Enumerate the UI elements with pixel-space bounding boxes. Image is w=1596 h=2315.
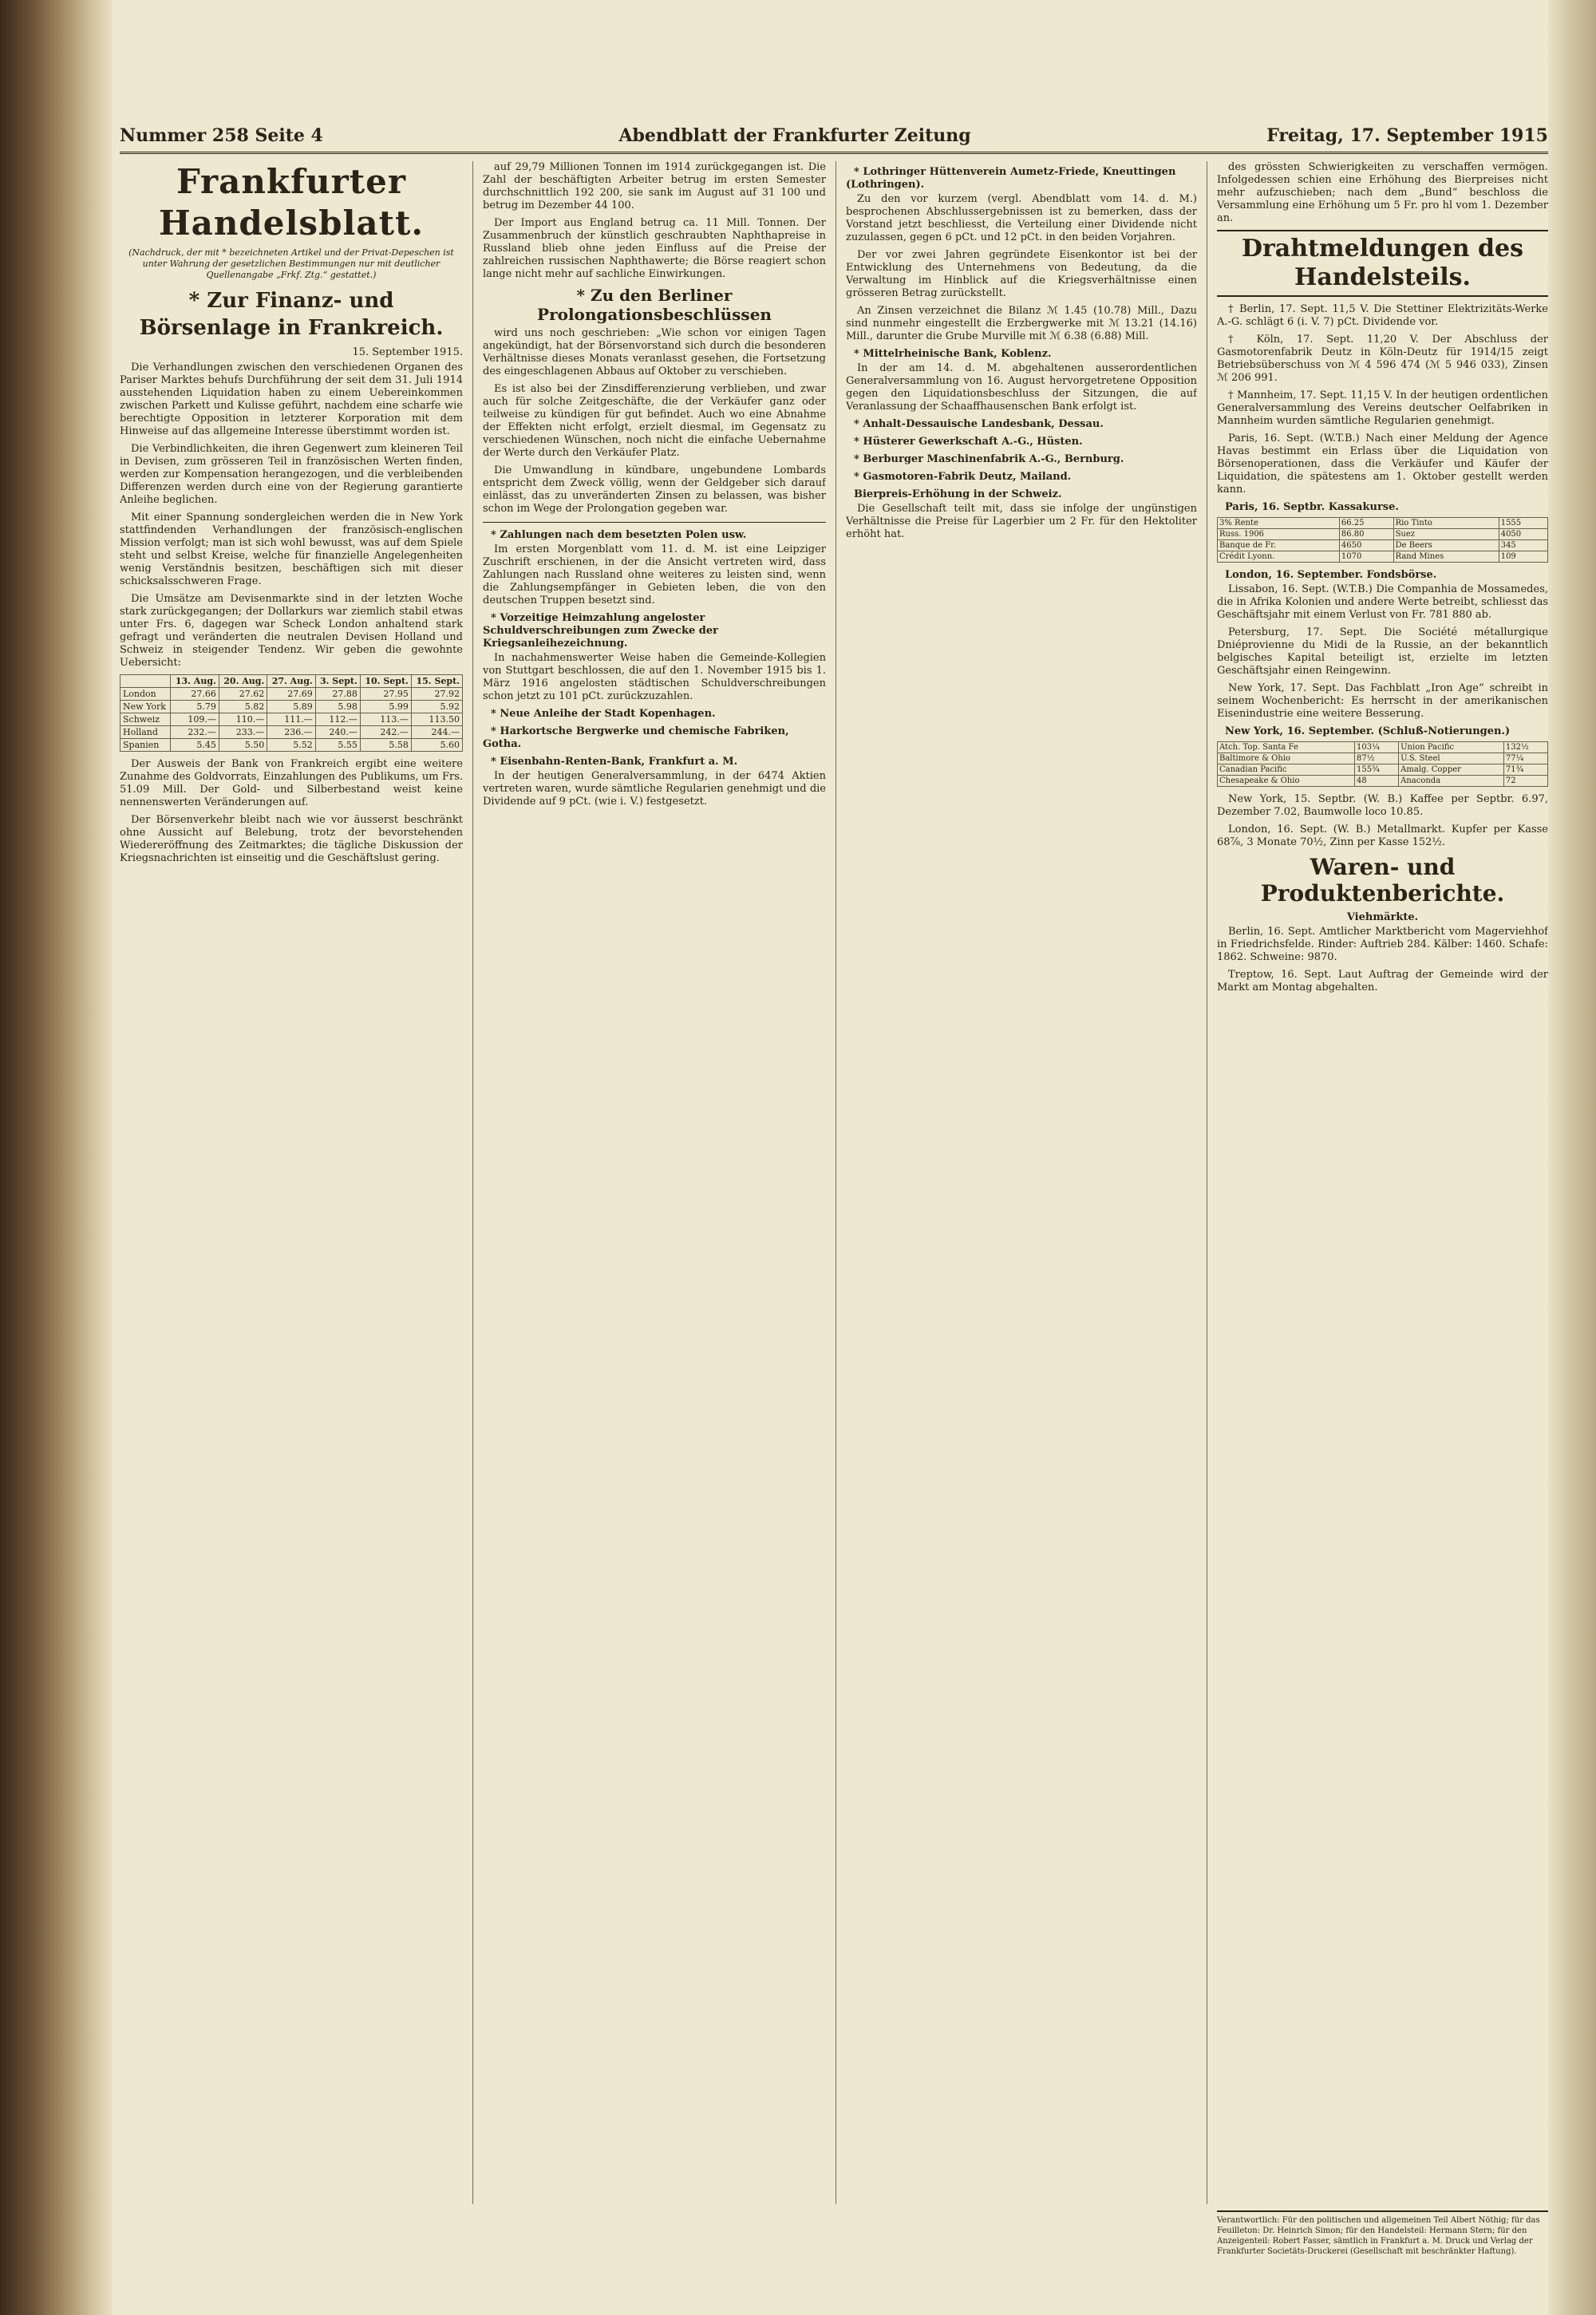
- table-cell: 5.52: [267, 739, 315, 752]
- article-heading: * Hüsterer Gewerkschaft A.-G., Hüsten.: [854, 436, 1083, 448]
- new-york-quotes-table: [1217, 741, 1548, 787]
- table-header: 3. Sept.: [315, 675, 360, 688]
- section-title: Waren- und Produktenberichte.: [1260, 854, 1505, 907]
- table-cell: Canadian Pacific: [1218, 764, 1355, 776]
- table-cell: 113.50: [411, 713, 462, 726]
- table-cell: New York: [120, 701, 171, 713]
- paragraph: Mit einer Spannung sondergleichen werden die in New York stattfindenden Verhandlungen der französisch-englischen Mission verfolgt; man ist sich wohl bewusst, was auf dem Spiele steht und selbst Kreise, welche für finanzielle Angelegenheiten wenig Verständnis besitzen, beschäftigen sich mit dieser schicksalsschweren Frage.: [120, 512, 463, 587]
- table-header-row: [120, 675, 463, 688]
- table-title: New York, 16. September. (Schluß-Notierungen.): [1225, 725, 1511, 737]
- paragraph: In der am 14. d. M. abgehaltenen ausserordentlichen Generalversammlung von 16. August hervorgetretene Opposition gegen den Liquidationsbeschluss der Sitzungen, die auf Veranlassung der Schaaffhausenschen Bank erfolgt ist.: [846, 362, 1197, 413]
- table-cell: 87½: [1355, 753, 1399, 764]
- section-subtitle: Viehmärkte.: [1346, 911, 1419, 923]
- paragraph: auf 29,79 Millionen Tonnen im 1914 zurückgegangen ist. Die Zahl der beschäftigten Arbeiter betrug im ersten Semester durchschnittlich 192 200, sie sank im August auf 31 100 und betrug im Dezember 44 100.: [483, 161, 826, 211]
- paragraph: Der Ausweis der Bank von Frankreich ergibt eine weitere Zunahme des Goldvorrats, Einzahlungen des Publikums, um Frs. 51.09 Mill. Der Gold- und Silberbestand weist keine nennenswerten Veränderungen auf.: [120, 758, 463, 808]
- table-cell: 77¼: [1503, 753, 1547, 764]
- column-divider: [472, 161, 473, 2204]
- table-cell: 27.95: [360, 688, 411, 701]
- table-header: 13. Aug.: [171, 675, 219, 688]
- article-heading: * Zahlungen nach dem besetzten Polen usw.: [491, 529, 747, 541]
- article-heading: * Eisenbahn-Renten-Bank, Frankfurt a. M.: [491, 756, 738, 768]
- paragraph: In der heutigen Generalversammlung, in der 6474 Aktien vertreten waren, wurde sämtliche Regularien genehmigt und die Dividende auf 9 pCt. (wie i. V.) festgesetzt.: [483, 770, 826, 808]
- columns: [120, 161, 1548, 2236]
- paragraph: Treptow, 16. Sept. Laut Auftrag der Gemeinde wird der Markt am Montag abgehalten.: [1217, 969, 1548, 994]
- article-heading: * Vorzeitige Heimzahlung angeloster Schuldverschreibungen zum Zwecke der Kriegsanleihezeichnung.: [483, 612, 718, 650]
- table-cell: Baltimore & Ohio: [1218, 753, 1355, 764]
- table-cell: Russ. 1906: [1218, 529, 1340, 540]
- paragraph: † Mannheim, 17. Sept. 11,15 V. In der heutigen ordentlichen Generalversammlung des Vereins deutscher Oelfabriken in Mannheim wurden sämtliche Regularien genehmigt.: [1217, 389, 1548, 427]
- table-cell: 27.88: [315, 688, 360, 701]
- paragraph: Es ist also bei der Zinsdifferenzierung verblieben, und zwar auch für solche Zeitgeschäfte, die der Verkäufer ganz oder teilweise zu kündigen für gut befindet. Auch wo eine Abnahme der Effekten nicht erfolgt, erzielt diesmal, im Gegensatz zu verschiedenen Wünschen, noch nicht die einfache Uebernahme der Werte durch den Verkäufer Platz.: [483, 383, 826, 459]
- table-cell: 155¾: [1355, 764, 1399, 776]
- table-cell: 242.—: [360, 726, 411, 739]
- table-cell: 233.—: [219, 726, 267, 739]
- reprint-notice: (Nachdruck, der mit * bezeichneten Artikel und der Privat-Depeschen ist unter Wahrung der gesetzlichen Bestimmungen nur mit deutlicher Quellenangabe „Frkf. Ztg.“ gestattet.): [128, 247, 454, 280]
- table-row: [1218, 776, 1548, 787]
- table-cell: 5.92: [411, 701, 462, 713]
- table-cell: 48: [1355, 776, 1399, 787]
- table-cell: 5.98: [315, 701, 360, 713]
- divider: [483, 522, 826, 523]
- table-header: 27. Aug.: [267, 675, 315, 688]
- table-cell: 244.—: [411, 726, 462, 739]
- table-cell: Union Pacific: [1399, 742, 1504, 753]
- paragraph: Die Umwandlung in kündbare, ungebundene Lombards entspricht dem Zweck völlig, wenn der Geldgeber sich darauf einlässt, das zu unveränderten Zinsen zu belassen, was bisher schon im Wege der Prolongation gegeben war.: [483, 464, 826, 515]
- table-row: [1218, 753, 1548, 764]
- article-heading: * Neue Anleihe der Stadt Kopenhagen.: [491, 708, 716, 720]
- article-heading: * Gasmotoren-Fabrik Deutz, Mailand.: [854, 471, 1072, 483]
- table-cell: 112.—: [315, 713, 360, 726]
- table-header: 10. Sept.: [360, 675, 411, 688]
- paragraph: Berlin, 16. Sept. Amtlicher Marktbericht vom Magerviehhof in Friedrichsfelde. Rinder: Auftrieb 284. Kälber: 1460. Schafe: 1862. Schweine: 9870.: [1217, 926, 1548, 963]
- issue-number: Nummer 258 Seite 4: [120, 125, 323, 146]
- table-row: [1218, 529, 1548, 540]
- table-cell: 240.—: [315, 726, 360, 739]
- table-cell: De Beers: [1393, 540, 1499, 551]
- paragraph: des grössten Schwierigkeiten zu verschaffen vermögen. Infolgedessen schien eine Erhöhung des Bierpreises nicht mehr aufzuschieben; nach dem „Bund“ beschloss die Versammlung eine Erhöhung um 5 Fr. pro hl vom 1. Dezember an.: [1217, 161, 1548, 224]
- paragraph: Die Verbindlichkeiten, die ihren Gegenwert zum kleineren Teil in Devisen, zum grösseren Teil in französischen Werten finden, werden zur Kompensation herangezogen, und die verbleibenden Differenzen werden durch eine von der Regierung garantierte Anleihe beglichen.: [120, 443, 463, 506]
- paragraph: Zu den vor kurzem (vergl. Abendblatt vom 14. d. M.) besprochenen Abschlussergebnissen ist zu bemerken, dass der Vorstand jetzt beschliesst, die Verteilung einer Dividende nicht zuzulassen, gegen 6 pCt. und 12 pCt. in den beiden Vorjahren.: [846, 193, 1197, 243]
- table-cell: Atch. Top. Santa Fe: [1218, 742, 1355, 753]
- table-row: [120, 701, 463, 713]
- table-cell: 5.50: [219, 739, 267, 752]
- table-cell: 5.58: [360, 739, 411, 752]
- table-cell: 109: [1499, 551, 1547, 563]
- dateline: 15. September 1915.: [352, 346, 463, 358]
- table-cell: 345: [1499, 540, 1547, 551]
- article-heading: * Harkortsche Bergwerke und chemische Fabriken, Gotha.: [483, 725, 789, 750]
- table-cell: 27.66: [171, 688, 219, 701]
- table-cell: Schweiz: [120, 713, 171, 726]
- table-cell: 5.79: [171, 701, 219, 713]
- table-cell: 111.—: [267, 713, 315, 726]
- table-row: [1218, 764, 1548, 776]
- paragraph: Die Gesellschaft teilt mit, dass sie infolge der ungünstigen Verhältnisse die Preise für Lagerbier um 2 Fr. für den Hektoliter erhöht hat.: [846, 503, 1197, 540]
- table-cell: 4650: [1339, 540, 1393, 551]
- table-cell: 109.—: [171, 713, 219, 726]
- paragraph: Petersburg, 17. Sept. Die Société métallurgique Dniéprovienne du Midi de la Russie, an der bekanntlich belgisches Kapital beteiligt ist, erzielte im letzten Geschäftsjahr einen Reingewinn.: [1217, 626, 1548, 677]
- table-cell: 5.45: [171, 739, 219, 752]
- table-cell: Banque de Fr.: [1218, 540, 1340, 551]
- table-row: [1218, 518, 1548, 529]
- table-title: Paris, 16. Septbr. Kassakurse.: [1225, 501, 1399, 513]
- paragraph: An Zinsen verzeichnet die Bilanz ℳ 1.45 (10.78) Mill., Dazu sind nunmehr eingestellt die Erzbergwerke mit ℳ 13.21 (14.16) Mill., darunter die Grube Murville mit ℳ 6.38 (6.88) Mill.: [846, 305, 1197, 342]
- newspaper-sheet: [120, 120, 1548, 2274]
- table-cell: 5.99: [360, 701, 411, 713]
- table-cell: Rio Tinto: [1393, 518, 1499, 529]
- table-cell: 5.89: [267, 701, 315, 713]
- paragraph: wird uns noch geschrieben: „Wie schon vor einigen Tagen angekündigt, hat der Börsenvorstand sich durch die besonderen Verhältnisse dieses Monats veranlasst gesehen, die Fortsetzung des eingeschlagenen Abbaus auf Oktober zu verschieben.: [483, 327, 826, 377]
- table-cell: Spanien: [120, 739, 171, 752]
- table-cell: 27.69: [267, 688, 315, 701]
- paris-quotes-table: [1217, 517, 1548, 563]
- table-header: 20. Aug.: [219, 675, 267, 688]
- paragraph: New York, 17. Sept. Das Fachblatt „Iron Age“ schreibt in seinem Wochenbericht: Es herrscht in der amerikanischen Eisenindustrie eine weitere Besserung.: [1217, 682, 1548, 720]
- article-heading: Bierpreis-Erhöhung in der Schweiz.: [854, 488, 1062, 500]
- paragraph: Die Verhandlungen zwischen den verschiedenen Organen des Pariser Marktes behufs Durchführung der seit dem 31. Juli 1914 ausstehenden Liquidation haben zu einem Uebereinkommen zwischen Parkett und Kulisse geführt, nachdem eine scharfe wie berechtigte Opposition in letzterer Korporation mit dem Hinweise auf das allgemeine Interesse überstimmt worden ist.: [120, 361, 463, 437]
- table-cell: 4050: [1499, 529, 1547, 540]
- paragraph: Paris, 16. Sept. (W.T.B.) Nach einer Meldung der Agence Havas bestimmt ein Erlass über die Liquidation von Börsenoperationen, dass die Verkäufer und Käufer der Liquidation, die spätestens am 1. Oktober gestellt werden kann.: [1217, 433, 1548, 496]
- table-title: London, 16. September. Fondsbörse.: [1225, 569, 1437, 581]
- table-cell: Crédit Lyonn.: [1218, 551, 1340, 563]
- imprint: Verantwortlich: Für den politischen und allgemeinen Teil Albert Nöthig; für das Feuilleton: Dr. Heinrich Simon; für den Handelsteil: Hermann Stern; für den Anzeigenteil: Robert Fasser, sämtlich in Frankfurt a. M. Druck und Verlag der Frankfurter Societäts-Druckerei (Gesellschaft mit beschränkter Haftung).: [1217, 2210, 1548, 2257]
- table-row: [120, 688, 463, 701]
- table-row: [120, 726, 463, 739]
- column-1: [120, 161, 463, 2204]
- table-cell: 110.—: [219, 713, 267, 726]
- paragraph: Im ersten Morgenblatt vom 11. d. M. ist eine Leipziger Zuschrift erschienen, in der die Ansicht vertreten wird, dass Zahlungen nach Russland ohne weiteres zu leisten sind, wenn die Zahlungsempfänger in Gebieten leben, die von den deutschen Truppen besetzt sind.: [483, 543, 826, 606]
- paragraph: Der vor zwei Jahren gegründete Eisenkontor ist bei der Entwicklung des Unternehmens von Bedeutung, da die Verwaltung im Hinblick auf die Kriegsverhältnisse einen grösseren Betrag zurückstellt.: [846, 249, 1197, 299]
- table-row: [120, 739, 463, 752]
- table-header: [120, 675, 171, 688]
- table-cell: 86.80: [1339, 529, 1393, 540]
- section-title: Drahtmeldungen des Handelsteils.: [1217, 230, 1548, 297]
- table-cell: 27.92: [411, 688, 462, 701]
- table-row: [1218, 742, 1548, 753]
- table-row: [1218, 551, 1548, 563]
- table-cell: 232.—: [171, 726, 219, 739]
- paragraph: Der Börsenverkehr bleibt nach wie vor äusserst beschränkt ohne Aussicht auf Belebung, trotz der bevorstehenden Wiedereröffnung des Zeitmarktes; die tägliche Diskussion der Kriegsnachrichten ist einseitig und die Geschäftslust gering.: [120, 814, 463, 864]
- paragraph: Die Umsätze am Devisenmarkte sind in der letzten Woche stark zurückgegangen; der Dollarkurs war ziemlich stabil etwas unter Frs. 6, dagegen war Scheck London anhaltend stark gefragt und veränderten die neutralen Devisen Holland und Schweiz in steigender Tendenz. Wir geben die gewohnte Uebersicht:: [120, 593, 463, 669]
- article-heading: * Anhalt-Dessauische Landesbank, Dessau.: [854, 418, 1104, 430]
- paragraph: † Köln, 17. Sept. 11,20 V. Der Abschluss der Gasmotorenfabrik Deutz in Köln-Deutz für 1914/15 zeigt Betriebsüberschuss von ℳ 4 596 474 (ℳ 5 946 033), Zinsen ℳ 206 991.: [1217, 334, 1548, 384]
- running-header: [120, 120, 1548, 154]
- paragraph: New York, 15. Septbr. (W. B.) Kaffee per Septbr. 6.97, Dezember 7.02, Baumwolle loco 10.85.: [1217, 793, 1548, 818]
- table-cell: Anaconda: [1399, 776, 1504, 787]
- paragraph: London, 16. Sept. (W. B.) Metallmarkt. Kupfer per Kasse 68⅞, 3 Monate 70½, Zinn per Kasse 152½.: [1217, 824, 1548, 848]
- article-title: * Zur Finanz- und Börsenlage in Frankreich.: [139, 289, 444, 340]
- column-4: [1217, 161, 1548, 2204]
- table-cell: U.S. Steel: [1399, 753, 1504, 764]
- paragraph: Der Import aus England betrug ca. 11 Mill. Tonnen. Der Zusammenbruch der künstlich geschraubten Naphthapreise in Russland blieb ohne jeden Einfluss auf die Preise der zahlreichen russischen Naphthawerte; die Börse reagiert schon lange nicht mehr auf sachliche Einwirkungen.: [483, 217, 826, 280]
- table-cell: 5.55: [315, 739, 360, 752]
- column-2: [483, 161, 826, 2204]
- table-row: [1218, 540, 1548, 551]
- book-spine: [0, 0, 112, 2315]
- table-cell: 3% Rente: [1218, 518, 1340, 529]
- table-cell: 66.25: [1339, 518, 1393, 529]
- paragraph: Lissabon, 16. Sept. (W.T.B.) Die Companhia de Mossamedes, die in Afrika Kolonien und andere Werte betreibt, schliesst das Geschäftsjahr mit einem Verlust von Fr. 781 880 ab.: [1217, 583, 1548, 621]
- table-row: [120, 713, 463, 726]
- exchange-rate-table: [120, 674, 463, 752]
- table-cell: Amalg. Copper: [1399, 764, 1504, 776]
- table-cell: Suez: [1393, 529, 1499, 540]
- table-cell: 72: [1503, 776, 1547, 787]
- table-cell: 103¼: [1355, 742, 1399, 753]
- table-cell: 132½: [1503, 742, 1547, 753]
- column-3: [846, 161, 1197, 2204]
- table-cell: Holland: [120, 726, 171, 739]
- table-cell: 1070: [1339, 551, 1393, 563]
- table-cell: Rand Mines: [1393, 551, 1499, 563]
- article-heading: * Berburger Maschinenfabrik A.-G., Bernburg.: [854, 453, 1124, 465]
- table-cell: 71¾: [1503, 764, 1547, 776]
- paragraph: † Berlin, 17. Sept. 11,5 V. Die Stettiner Elektrizitäts-Werke A.-G. schlägt 6 (i. V. 7) pCt. Dividende vor.: [1217, 303, 1548, 328]
- table-cell: 27.62: [219, 688, 267, 701]
- table-cell: 236.—: [267, 726, 315, 739]
- paper-title: Abendblatt der Frankfurter Zeitung: [618, 125, 971, 146]
- table-header: 15. Sept.: [411, 675, 462, 688]
- article-heading: * Lothringer Hüttenverein Aumetz-Friede, Kneuttingen (Lothringen).: [846, 166, 1176, 191]
- paragraph: In nachahmenswerter Weise haben die Gemeinde-Kollegien von Stuttgart beschlossen, die auf den 1. November 1915 bis 1. März 1916 angelosten städtischen Schuldverschreibungen schon jetzt zu 101 pCt. zurückzuzahlen.: [483, 652, 826, 702]
- table-cell: London: [120, 688, 171, 701]
- article-heading: * Zu den Berliner Prolongationsbeschlüssen: [537, 286, 772, 324]
- table-cell: 113.—: [360, 713, 411, 726]
- masthead: Frankfurter Handelsblatt.: [158, 162, 425, 243]
- table-cell: 5.60: [411, 739, 462, 752]
- table-cell: 5.82: [219, 701, 267, 713]
- table-cell: Chesapeake & Ohio: [1218, 776, 1355, 787]
- article-heading: * Mittelrheinische Bank, Koblenz.: [854, 348, 1052, 360]
- issue-date: Freitag, 17. September 1915: [1266, 125, 1548, 146]
- table-cell: 1555: [1499, 518, 1547, 529]
- page-edge: [1548, 0, 1596, 2315]
